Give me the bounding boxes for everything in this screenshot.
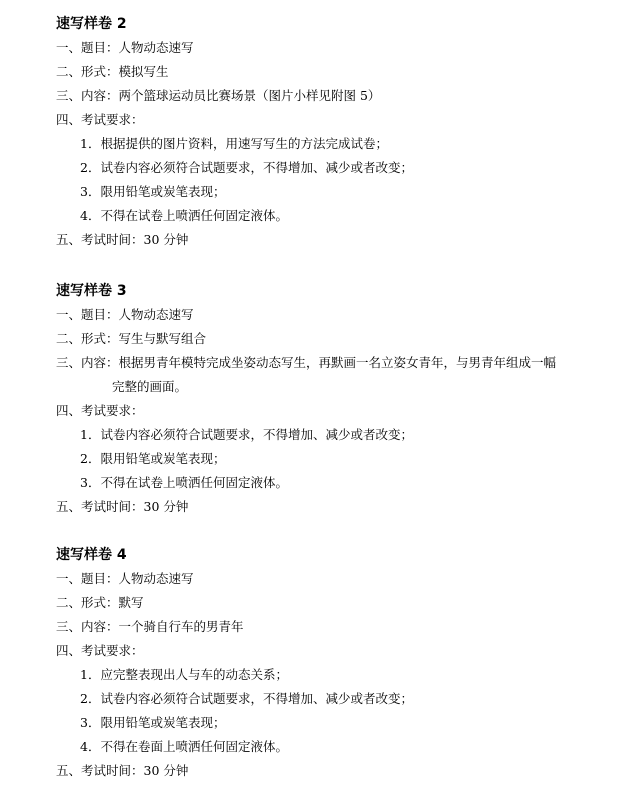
item-topic: 一、题目：人物动态速写 — [56, 571, 194, 586]
requirement-1: 1．根据提供的图片资料，用速写写生的方法完成试卷； — [80, 136, 388, 151]
item-requirements: 四、考试要求： — [56, 643, 144, 658]
section-title: 速写样卷 3 — [56, 283, 127, 299]
sample-paper-3 — [56, 281, 626, 519]
item-requirements: 四、考试要求： — [56, 112, 144, 127]
requirement-1: 1．试卷内容必须符合试题要求，不得增加、减少或者改变； — [80, 427, 413, 442]
requirement-1: 1．应完整表现出人与车的动态关系； — [80, 667, 288, 682]
item-time: 五、考试时间：30 分钟 — [56, 232, 189, 247]
item-form: 二、形式：默写 — [56, 595, 144, 610]
item-topic: 一、题目：人物动态速写 — [56, 307, 194, 322]
item-topic: 一、题目：人物动态速写 — [56, 40, 194, 55]
item-form: 二、形式：写生与默写组合 — [56, 331, 207, 346]
item-content: 三、内容：一个骑自行车的男青年 — [56, 619, 244, 634]
section-title: 速写样卷 4 — [56, 547, 127, 563]
item-content-continued: 完整的画面。 — [112, 379, 188, 394]
sample-paper-2 — [56, 14, 626, 252]
item-requirements: 四、考试要求： — [56, 403, 144, 418]
requirement-3: 3．限用铅笔或炭笔表现； — [80, 715, 226, 730]
item-content: 三、内容：根据男青年模特完成坐姿动态写生，再默画一名立姿女青年，与男青年组成一幅 — [56, 355, 557, 370]
requirement-3: 3．不得在试卷上喷洒任何固定液体。 — [80, 475, 288, 490]
item-form: 二、形式：模拟写生 — [56, 64, 169, 79]
requirement-4: 4．不得在试卷上喷洒任何固定液体。 — [80, 208, 288, 223]
item-time: 五、考试时间：30 分钟 — [56, 499, 189, 514]
requirement-2: 2．限用铅笔或炭笔表现； — [80, 451, 226, 466]
requirement-4: 4．不得在卷面上喷洒任何固定液体。 — [80, 739, 288, 754]
item-time: 五、考试时间：30 分钟 — [56, 763, 189, 778]
requirement-2: 2．试卷内容必须符合试题要求，不得增加、减少或者改变； — [80, 691, 413, 706]
section-title: 速写样卷 2 — [56, 16, 127, 32]
sample-paper-4 — [56, 545, 626, 783]
requirement-3: 3．限用铅笔或炭笔表现； — [80, 184, 226, 199]
item-content: 三、内容：两个篮球运动员比赛场景（图片小样见附图 5） — [56, 88, 381, 103]
requirement-2: 2．试卷内容必须符合试题要求，不得增加、减少或者改变； — [80, 160, 413, 175]
